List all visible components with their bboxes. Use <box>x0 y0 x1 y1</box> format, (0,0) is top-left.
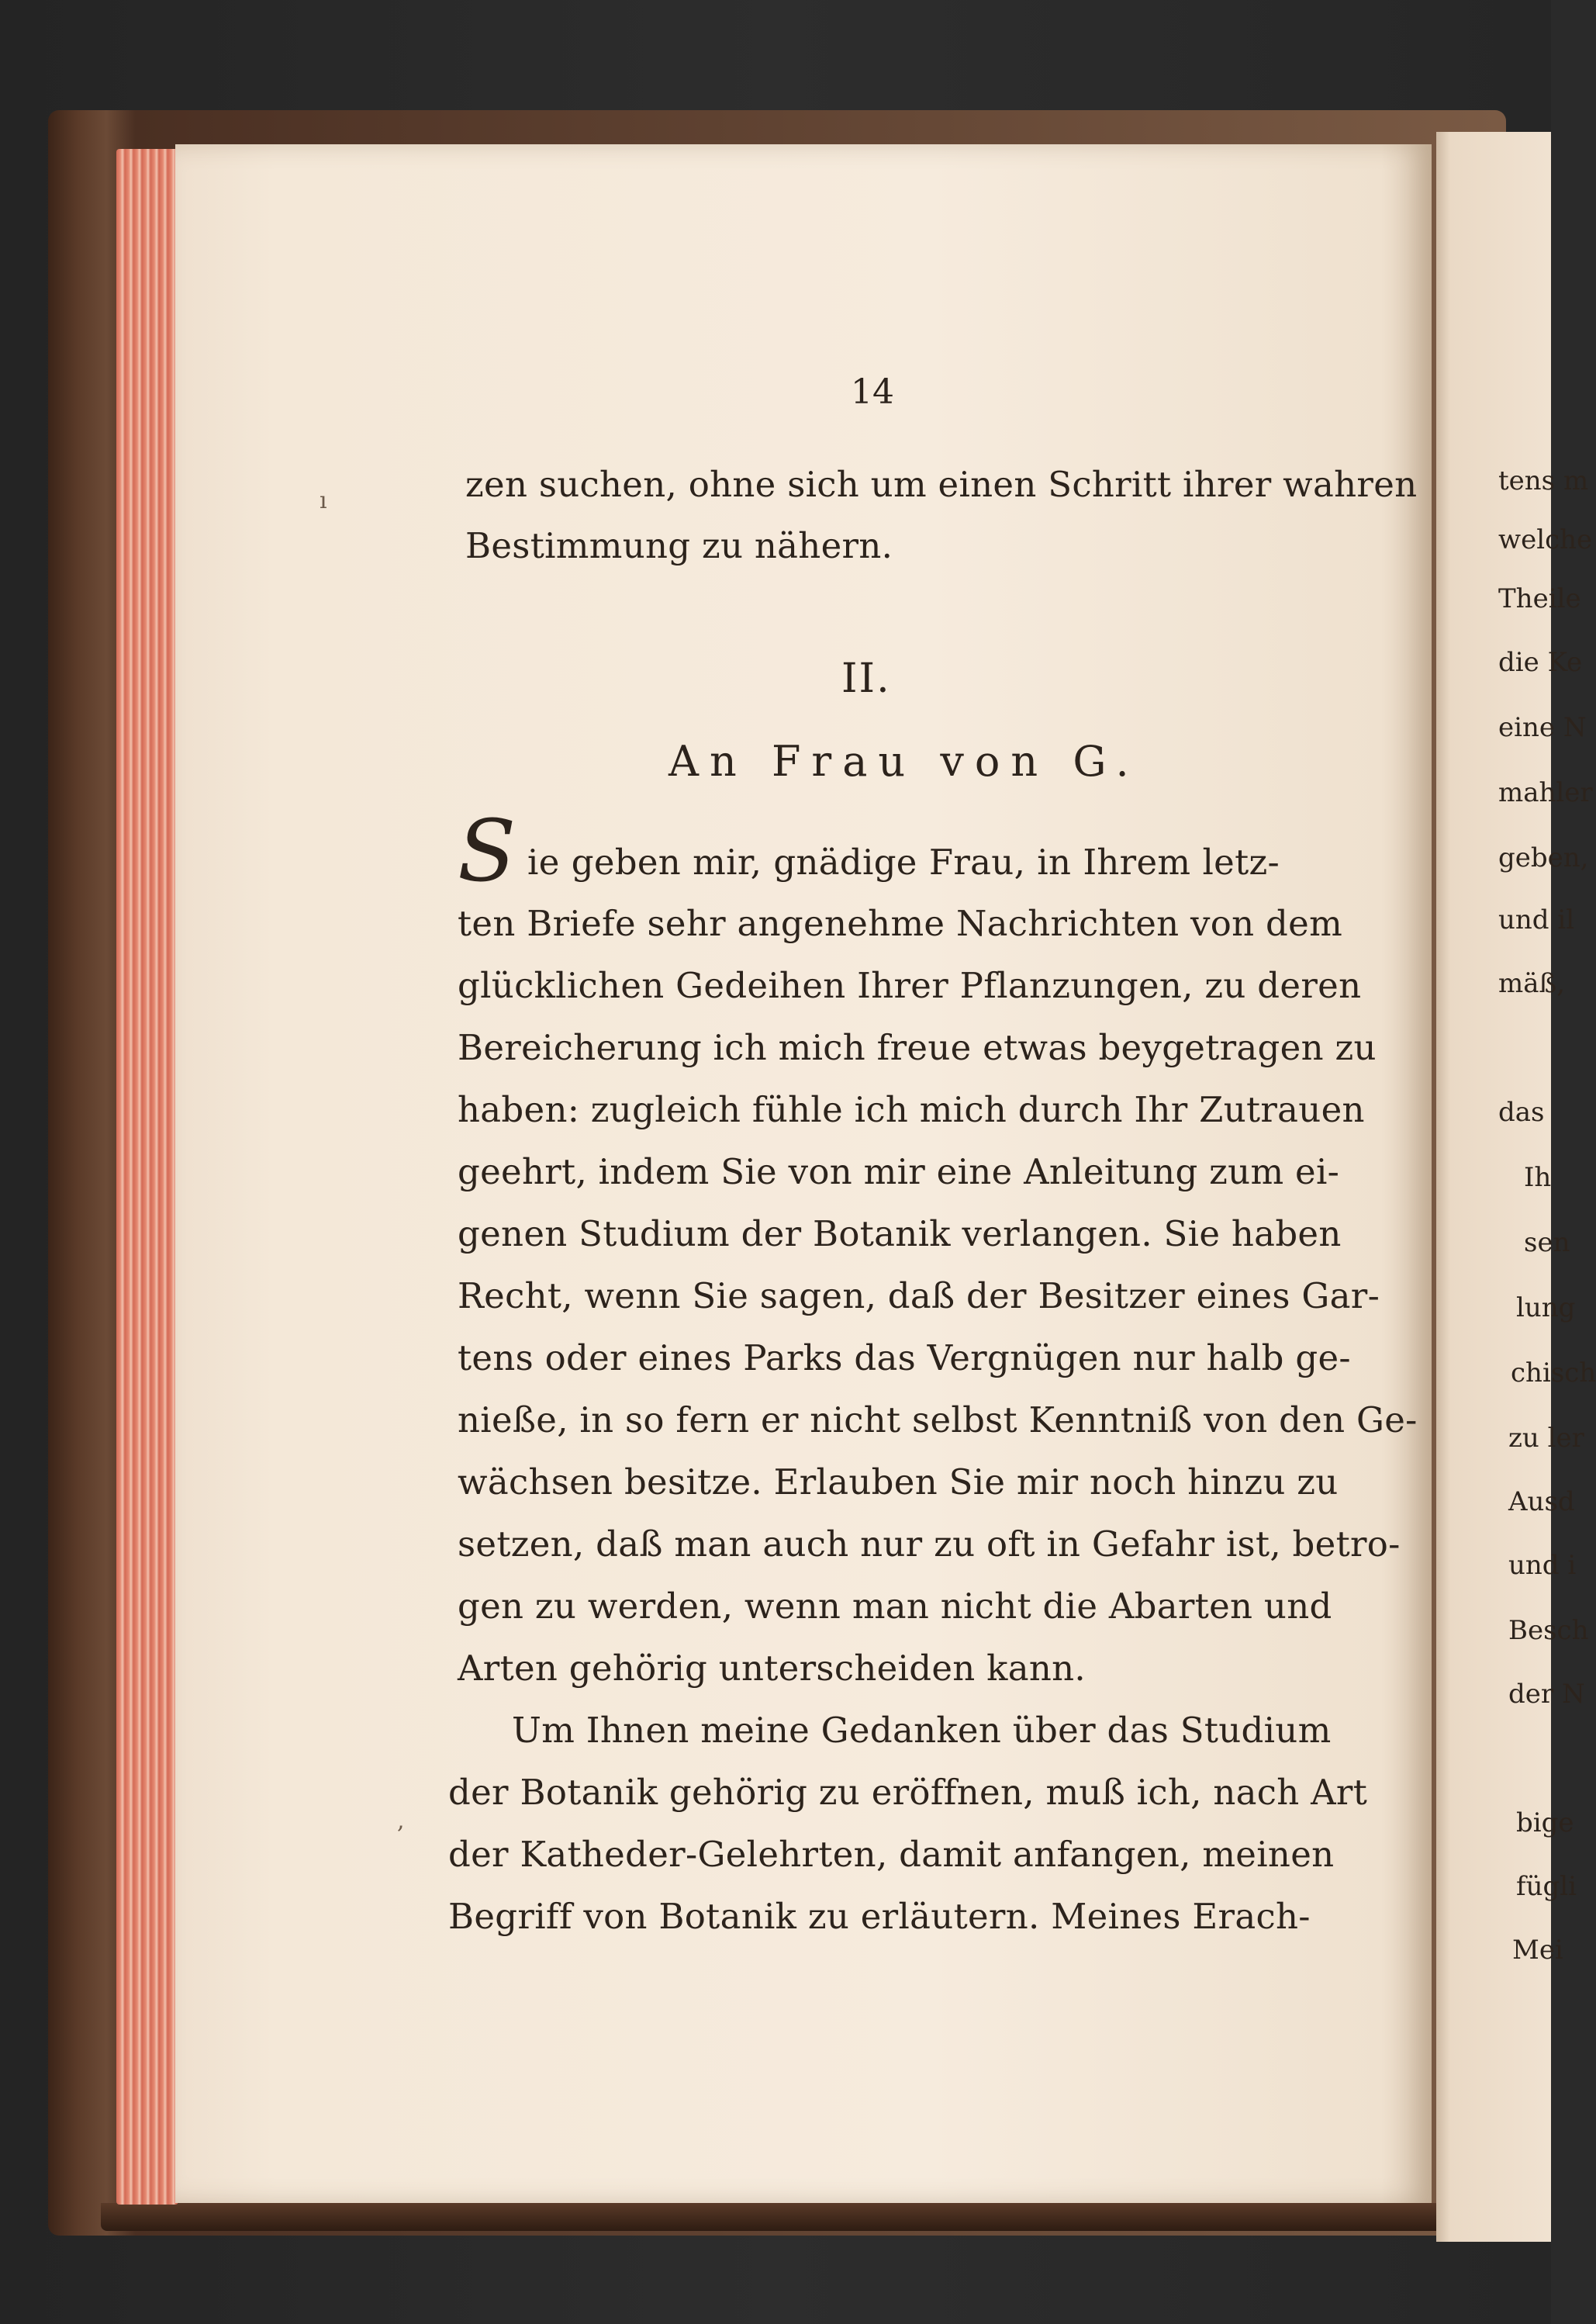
facing-page-fragment: mahler <box>1498 777 1593 808</box>
facing-page-fragment: fügli <box>1516 1871 1577 1902</box>
facing-page-fragment: mäß, <box>1498 968 1566 999</box>
text-line: geehrt, indem Sie von mir eine Anleitung zum ei- <box>458 1151 1340 1192</box>
text-line: wächsen besitze. Erlauben Sie mir noch hinzu zu <box>458 1461 1339 1503</box>
text-line: Um Ihnen meine Gedanken über das Studium <box>512 1710 1332 1751</box>
facing-page-fragment: chisch <box>1511 1357 1596 1389</box>
facing-page-fragment: Besch <box>1508 1615 1589 1646</box>
text-line: setzen, daß man auch nur zu oft in Gefahr ist, betro- <box>458 1523 1401 1565</box>
text-line: zen suchen, ohne sich um einen Schritt ihrer wahren <box>465 464 1418 505</box>
text-line: nieße, in so fern er nicht selbst Kenntniß von den Ge- <box>458 1399 1418 1440</box>
facing-page-fragment: eine N <box>1498 712 1587 743</box>
text-line: Bestimmung zu nähern. <box>465 525 893 566</box>
facing-page-fragment: lung <box>1516 1292 1576 1323</box>
facing-page-fragment: Ih <box>1524 1162 1552 1193</box>
text-line: Begriff von Botanik zu erläutern. Meines Erach- <box>448 1896 1311 1937</box>
facing-page-fragment: bige <box>1516 1807 1574 1838</box>
facing-page-fragment: die Ke <box>1498 647 1583 678</box>
facing-page-fragment: Theile <box>1498 583 1581 614</box>
text-line: der Botanik gehörig zu eröffnen, muß ich, nach Art <box>448 1772 1368 1813</box>
facing-page-fragment: und il <box>1498 904 1575 935</box>
facing-page-fragment: geben, <box>1498 842 1589 873</box>
text-line: tens oder eines Parks das Vergnügen nur halb ge- <box>458 1337 1351 1378</box>
text-line: haben: zugleich fühle ich mich durch Ihr Zutrauen <box>458 1089 1365 1130</box>
text-line: genen Studium der Botanik verlangen. Sie haben <box>458 1213 1342 1254</box>
text-line: Bereicherung ich mich freue etwas beygetragen zu <box>458 1027 1377 1068</box>
text-line: gen zu werden, wenn man nicht die Abarten und <box>458 1586 1332 1627</box>
text-line: Recht, wenn Sie sagen, daß der Besitzer eines Gar- <box>458 1275 1380 1316</box>
facing-page-fragment: der N <box>1508 1679 1585 1710</box>
facing-page-fragment: Mei <box>1512 1935 1563 1966</box>
facing-page-fragment: welche <box>1498 524 1593 555</box>
facing-page-fragment: zu ler <box>1508 1423 1584 1454</box>
chapter-title: An Frau von G. <box>668 737 1140 786</box>
facing-page-fragment: das <box>1498 1097 1545 1128</box>
margin-mark: ı <box>320 487 327 514</box>
page-number: 14 <box>851 372 894 412</box>
drop-initial: S <box>458 801 516 901</box>
text-line: Arten gehörig unterscheiden kann. <box>458 1648 1086 1689</box>
facing-page-fragment: sen <box>1524 1227 1570 1258</box>
text-line: der Katheder-Gelehrten, damit anfangen, meinen <box>448 1834 1335 1875</box>
chapter-number: II. <box>841 655 891 702</box>
text-line: glücklichen Gedeihen Ihrer Pflanzungen, zu deren <box>458 965 1362 1006</box>
facing-page-fragment: tens m <box>1498 465 1589 496</box>
facing-page-fragment: Ausd <box>1508 1486 1575 1517</box>
text-line: ten Briefe sehr angenehme Nachrichten von dem <box>458 903 1343 944</box>
book-cover-bottom-edge <box>101 2203 1466 2231</box>
facing-page-fragment: und i <box>1508 1550 1577 1581</box>
red-page-edges <box>116 149 178 2205</box>
margin-mark: , <box>397 1807 405 1835</box>
text-line: ie geben mir, gnädige Frau, in Ihrem letz- <box>527 842 1280 883</box>
